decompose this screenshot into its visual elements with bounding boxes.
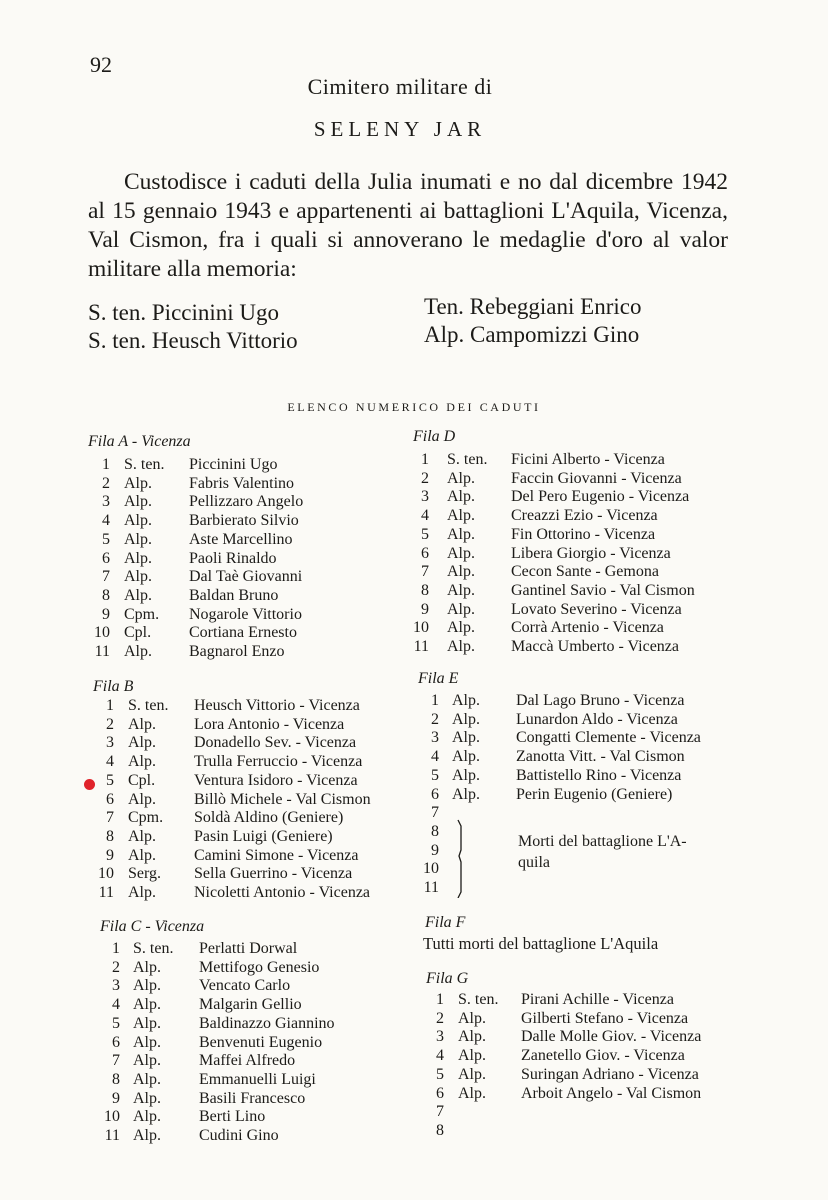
soldier-name: Del Pero Eugenio - Vicenza [511, 488, 690, 506]
rank-label: Alp. [452, 748, 480, 766]
soldier-name: Baldinazzo Giannino [199, 1014, 335, 1032]
row-number: 9 [421, 600, 429, 618]
rank-label: Serg. [128, 865, 162, 883]
row-number: 5 [112, 1014, 120, 1032]
casualty-row [0, 1103, 828, 1122]
casualty-row [0, 1085, 828, 1104]
rank-label: Alp. [124, 643, 152, 660]
rank-label: Alp. [124, 549, 152, 567]
soldier-name: Berti Lino [199, 1108, 266, 1126]
row-number: 10 [94, 624, 110, 642]
rank-label: Alp. [128, 753, 156, 771]
soldier-name: Gilberti Stefano - Vicenza [521, 1009, 689, 1027]
soldier-name: Nogarole Vittorio [189, 605, 302, 623]
row-number: 8 [102, 586, 110, 604]
soldier-name: Ventura Isidoro - Vicenza [194, 771, 358, 789]
rank-label: Alp. [458, 1084, 486, 1102]
row-number: 11 [423, 879, 439, 896]
rank-label: Alp. [452, 692, 480, 709]
casualty-row [0, 1066, 828, 1085]
rank-label: Alp. [447, 488, 475, 506]
row-number: 3 [436, 1028, 444, 1046]
rank-label: Alp. [447, 525, 475, 543]
soldier-name: Perlatti Dorwal [199, 940, 298, 957]
casualty-row [0, 842, 828, 861]
casualty-row [0, 804, 828, 823]
rank-label: Alp. [133, 958, 161, 976]
fila-f-heading: Fila F [425, 914, 466, 931]
row-number: 3 [102, 493, 110, 511]
row-number: 2 [102, 474, 110, 492]
rank-label: Alp. [124, 512, 152, 530]
row-number: 5 [106, 771, 114, 789]
soldier-name: Maccà Umberto - Vicenza [511, 638, 679, 655]
soldier-name: Cecon Sante - Gemona [511, 563, 659, 581]
row-number: 1 [112, 940, 120, 957]
soldier-name: Lora Antonio - Vicenza [194, 715, 345, 733]
list-heading: ELENCO NUMERICO DEI CADUTI [287, 400, 541, 414]
row-number: 11 [104, 1127, 120, 1144]
soldier-name: Camini Simone - Vicenza [194, 846, 359, 864]
soldier-name: Gantinel Savio - Val Cismon [511, 581, 695, 599]
casualty-row [0, 488, 828, 507]
rank-label: Cpl. [128, 771, 156, 789]
rank-label: S. ten. [458, 991, 499, 1008]
soldier-name: Fin Ottorino - Vicenza [511, 525, 656, 543]
row-number: 7 [421, 563, 429, 581]
rank-label: Alp. [124, 474, 152, 492]
rank-label: Alp. [452, 785, 480, 803]
medal-entry: S. ten. Piccinini Ugo [88, 300, 280, 325]
row-number: 6 [421, 544, 429, 562]
row-number: 10 [413, 619, 429, 637]
rank-label: Alp. [458, 1028, 486, 1046]
soldier-name: Corrà Artenio - Vicenza [511, 619, 664, 637]
page-title-line2: SELENY JAR [313, 117, 487, 141]
row-number: 1 [436, 991, 444, 1008]
rank-label: Alp. [452, 729, 480, 747]
rank-label: S. ten. [447, 451, 488, 468]
casualty-row [0, 507, 828, 526]
medal-entry: Alp. Campomizzi Gino [424, 322, 640, 347]
fila-b-heading: Fila B [93, 678, 134, 695]
rank-label: Alp. [458, 1065, 486, 1083]
rank-label: Alp. [128, 790, 156, 808]
soldier-name: Pirani Achille - Vicenza [521, 991, 674, 1008]
soldier-name: Baldan Bruno [189, 586, 279, 604]
soldier-name: Benvenuti Eugenio [199, 1033, 323, 1051]
casualty-row [0, 823, 828, 842]
rank-label: Alp. [452, 766, 480, 784]
casualty-row [0, 711, 828, 730]
soldier-name: Cudini Gino [199, 1127, 279, 1144]
fila-c-heading: Fila C - Vicenza [100, 918, 205, 935]
soldier-name: Billò Michele - Val Cismon [194, 790, 371, 808]
soldier-name: Arboit Angelo - Val Cismon [521, 1084, 702, 1102]
rank-label: S. ten. [133, 940, 174, 957]
row-number: 11 [413, 638, 429, 655]
rank-label: Alp. [447, 544, 475, 562]
rank-label: Alp. [458, 1047, 486, 1065]
medal-entry: S. ten. Heusch Vittorio [88, 328, 298, 353]
row-number: 5 [436, 1065, 444, 1083]
casualty-row [0, 860, 828, 879]
fila-g-heading: Fila G [426, 970, 469, 987]
row-number: 5 [102, 530, 110, 548]
rank-label: Cpm. [124, 605, 160, 623]
casualty-row [0, 786, 828, 805]
row-number: 8 [421, 581, 429, 599]
soldier-name: Piccinini Ugo [189, 456, 278, 473]
fila-a-heading: Fila A - Vicenza [88, 433, 191, 450]
casualty-row [0, 526, 828, 545]
soldier-name: Zanetello Giov. - Vicenza [521, 1047, 685, 1065]
soldier-name: Faccin Giovanni - Vicenza [511, 469, 682, 487]
soldier-name: Bagnarol Enzo [189, 643, 285, 660]
row-number: 8 [112, 1070, 120, 1088]
row-number: 6 [106, 790, 114, 808]
row-number: 2 [436, 1009, 444, 1027]
rank-label: Alp. [447, 600, 475, 618]
rank-label: Alp. [128, 846, 156, 864]
soldier-name: Fabris Valentino [189, 474, 295, 492]
casualty-row [0, 767, 828, 786]
row-number: 8 [106, 827, 114, 845]
soldier-name: Battistello Rino - Vicenza [516, 766, 682, 784]
casualty-row [0, 1028, 828, 1047]
row-number: 3 [431, 729, 439, 747]
soldier-name: Nicoletti Antonio - Vicenza [194, 884, 371, 901]
row-number: 6 [112, 1033, 120, 1051]
row-number: 1 [421, 451, 429, 468]
soldier-name: Paoli Rinaldo [189, 549, 277, 567]
soldier-name: Dal Taè Giovanni [189, 568, 303, 586]
rank-label: Alp. [447, 507, 475, 525]
row-number: 2 [421, 469, 429, 487]
soldier-name: Perin Eugenio (Geniere) [516, 785, 673, 803]
casualty-row [0, 959, 828, 978]
rank-label: S. ten. [128, 697, 169, 714]
row-number: 10 [104, 1108, 120, 1126]
casualty-row [0, 563, 828, 582]
row-number: 6 [436, 1084, 444, 1102]
row-number: 11 [94, 643, 110, 660]
row-number: 3 [106, 734, 114, 752]
row-number: 7 [106, 809, 114, 827]
casualty-row [0, 582, 828, 601]
soldier-name: Heusch Vittorio - Vicenza [194, 697, 360, 714]
casualty-row [0, 729, 828, 748]
casualty-row [0, 601, 828, 620]
row-number: 4 [112, 996, 120, 1014]
soldier-name: Vencato Carlo [199, 977, 291, 995]
rank-label: Cpm. [128, 809, 164, 827]
row-number: 9 [112, 1089, 120, 1107]
soldier-name: Dal Lago Bruno - Vicenza [516, 692, 685, 709]
rank-label: Alp. [133, 1127, 161, 1144]
fila-d-heading: Fila D [413, 428, 456, 445]
row-number: 1 [106, 697, 114, 714]
casualty-row [0, 638, 828, 657]
row-number: 11 [98, 884, 114, 901]
row-number: 4 [421, 507, 429, 525]
page-number: 92 [90, 52, 112, 77]
row-number: 9 [106, 846, 114, 864]
casualty-row [0, 748, 828, 767]
rank-label: Alp. [447, 638, 475, 655]
soldier-name: Emmanuelli Luigi [199, 1070, 316, 1088]
row-number: 10 [423, 860, 439, 878]
casualty-row [0, 940, 828, 959]
soldier-name: Aste Marcellino [189, 530, 293, 548]
rank-label: Alp. [133, 977, 161, 995]
soldier-name: Suringan Adriano - Vicenza [521, 1065, 699, 1083]
rank-label: Alp. [447, 563, 475, 581]
rank-label: Alp. [133, 1033, 161, 1051]
row-number: 5 [431, 766, 439, 784]
row-number: 2 [112, 958, 120, 976]
soldier-name: Lunardon Aldo - Vicenza [516, 710, 678, 728]
row-number: 3 [421, 488, 429, 506]
rank-label: Alp. [133, 1108, 161, 1126]
row-number: 2 [106, 715, 114, 733]
soldier-name: Libera Giorgio - Vicenza [511, 544, 671, 562]
casualty-row [0, 451, 828, 470]
rank-label: Alp. [128, 827, 156, 845]
rank-label: Alp. [128, 715, 156, 733]
rank-label: Alp. [124, 493, 152, 511]
casualty-row [0, 1122, 828, 1141]
row-number: 3 [112, 977, 120, 995]
soldier-name: Lovato Severino - Vicenza [511, 600, 682, 618]
row-number: 6 [102, 549, 110, 567]
rank-label: Alp. [447, 581, 475, 599]
row-number: 4 [102, 512, 110, 530]
row-number: 8 [436, 1121, 444, 1139]
row-number: 8 [431, 822, 439, 840]
rank-label: Alp. [124, 586, 152, 604]
soldier-name: Trulla Ferruccio - Vicenza [194, 753, 363, 771]
rank-label: Alp. [133, 1089, 161, 1107]
soldier-name: Pellizzaro Angelo [189, 493, 304, 511]
rank-label: Cpl. [124, 624, 152, 642]
row-number: 4 [431, 748, 439, 766]
casualty-row [0, 879, 828, 898]
casualty-row [0, 619, 828, 638]
rank-label: Alp. [447, 619, 475, 637]
fila-e-heading: Fila E [418, 670, 459, 687]
row-number: 7 [102, 568, 110, 586]
rank-label: Alp. [133, 996, 161, 1014]
soldier-name: Pasin Luigi (Geniere) [194, 827, 333, 845]
casualty-row [0, 470, 828, 489]
soldier-name: Barbierato Silvio [189, 512, 299, 530]
row-number: 4 [106, 753, 114, 771]
fila-e-note-line1: Morti del battaglione L'A- [518, 833, 687, 850]
rank-label: Alp. [133, 1014, 161, 1032]
soldier-name: Creazzi Ezio - Vicenza [511, 507, 658, 525]
row-number: 10 [98, 865, 114, 883]
soldier-name: Congatti Clemente - Vicenza [516, 729, 701, 747]
soldier-name: Dalle Molle Giov. - Vicenza [521, 1028, 702, 1046]
fila-f-text: Tutti morti del battaglione L'Aquila [423, 934, 659, 953]
row-number: 1 [102, 456, 110, 473]
page-title-line1: Cimitero militare di [307, 74, 493, 99]
intro-paragraph: Custodisce i caduti della Julia inumati e no dal dicembre 1942 al 15 gennaio 1943 e appartenenti ai battaglioni L'Aquila, Vicenza, Val Cismon, fra i quali si annoverano le medaglie d'oro al valor militare alla memoria: [88, 169, 728, 282]
rank-label: Alp. [133, 1070, 161, 1088]
casualty-row [0, 1047, 828, 1066]
rank-label: Alp. [458, 1009, 486, 1027]
soldier-name: Mettifogo Genesio [199, 958, 320, 976]
rank-label: S. ten. [124, 456, 165, 473]
row-number: 7 [436, 1103, 444, 1121]
soldier-name: Ficini Alberto - Vicenza [511, 451, 665, 468]
soldier-name: Malgarin Gellio [199, 996, 302, 1014]
row-number: 7 [112, 1052, 120, 1070]
row-number: 9 [102, 605, 110, 623]
row-number: 4 [436, 1047, 444, 1065]
soldier-name: Soldà Aldino (Geniere) [194, 809, 344, 827]
rank-label: Alp. [128, 884, 156, 901]
row-number: 2 [431, 710, 439, 728]
soldier-name: Sella Guerrino - Vicenza [194, 865, 353, 883]
rank-label: Alp. [124, 530, 152, 548]
casualty-row [0, 692, 828, 711]
row-number: 1 [431, 692, 439, 709]
casualty-row [0, 545, 828, 564]
medal-entry: Ten. Rebeggiani Enrico [424, 294, 642, 319]
row-number: 6 [431, 785, 439, 803]
soldier-name: Zanotta Vitt. - Val Cismon [516, 748, 685, 766]
rank-label: Alp. [452, 710, 480, 728]
casualty-row [0, 1010, 828, 1029]
row-number: 7 [431, 804, 439, 822]
rank-label: Alp. [124, 568, 152, 586]
row-number: 9 [431, 841, 439, 859]
row-number: 5 [421, 525, 429, 543]
soldier-name: Cortiana Ernesto [189, 624, 297, 642]
soldier-name: Basili Francesco [199, 1089, 306, 1107]
soldier-name: Donadello Sev. - Vicenza [194, 734, 357, 752]
soldier-name: Maffei Alfredo [199, 1052, 296, 1070]
rank-label: Alp. [447, 469, 475, 487]
casualty-row [0, 991, 828, 1010]
fila-e-note-line2: quila [518, 854, 550, 871]
rank-label: Alp. [133, 1052, 161, 1070]
rank-label: Alp. [128, 734, 156, 752]
